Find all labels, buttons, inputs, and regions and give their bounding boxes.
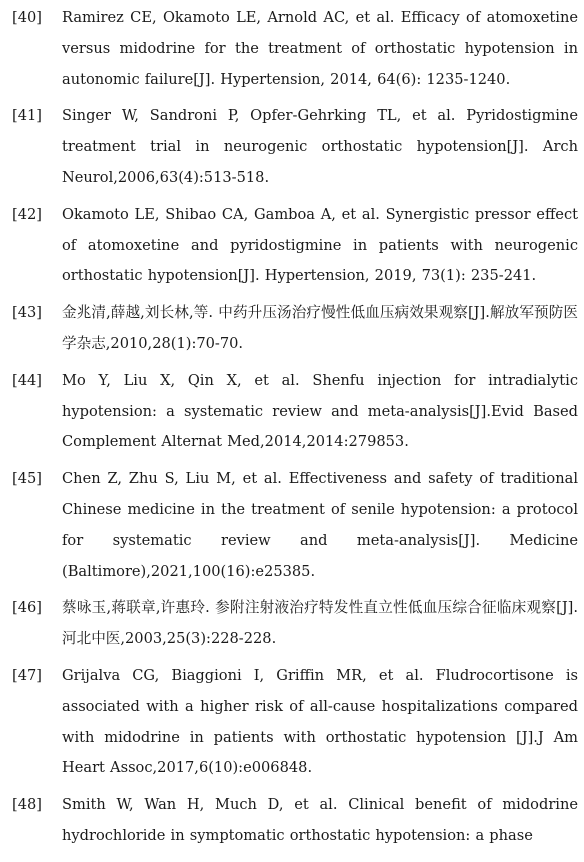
reference-47: [12, 661, 578, 784]
reference-text: Mo Y, Liu X, Qin X, et al. Shenfu injection for intradialytic hypotension: a systematic review and meta-analysis[J].Evid Based Complement Alternat Med,2014,2014:279853.: [62, 371, 578, 451]
reference-46: [12, 593, 578, 655]
reference-text: Smith W, Wan H, Much D, et al. Clinical benefit of midodrine hydrochloride in symptomatic orthostatic hypotension: a phase: [62, 796, 578, 844]
reference-45: [12, 464, 578, 587]
reference-text: Grijalva CG, Biaggioni I, Griffin MR, et al. Fludrocortisone is associated with a higher risk of all-cause hospitalizations compared with midodrine in patients with orthostatic hypotension [J].J Am Heart Assoc,2017,6(10):e006848.: [62, 666, 578, 777]
reference-number: [40]: [12, 9, 42, 26]
reference-41: [12, 101, 578, 193]
reference-text: Chen Z, Zhu S, Liu M, et al. Effectiveness and safety of traditional Chinese medicine in the treatment of senile hypotension: a protocol for systematic review and meta-analysis[J]. Medicine (Baltimore),2021,100(16):e25385.: [62, 470, 578, 580]
reference-text: Singer W, Sandroni P, Opfer-Gehrking TL, et al. Pyridostigmine treatment trial in neurogenic orthostatic hypotension[J]. Arch Neurol,2006,63(4):513-518.: [62, 107, 578, 186]
reference-text: Ramirez CE, Okamoto LE, Arnold AC, et al. Efficacy of atomoxetine versus midodrine for the treatment of orthostatic hypotension in autonomic failure[J]. Hypertension, 2014, 64(6): 1235-1240.: [62, 9, 578, 88]
reference-number: [41]: [12, 107, 42, 125]
reference-number: [47]: [12, 666, 42, 684]
reference-text: Okamoto LE, Shibao CA, Gamboa A, et al. Synergistic pressor effect of atomoxetine and pyridostigmine in patients with neurogenic orthostatic hypotension[J]. Hypertension, 2019, 73(1): 235-241.: [62, 205, 578, 285]
reference-number: [46]: [12, 599, 42, 617]
reference-48: [12, 790, 578, 852]
reference-44: [12, 366, 578, 458]
reference-43: [12, 298, 578, 360]
reference-number: [48]: [12, 796, 42, 814]
reference-40: [12, 3, 578, 95]
reference-number: [42]: [12, 205, 42, 223]
reference-number: [43]: [12, 304, 42, 322]
reference-number: [44]: [12, 371, 42, 389]
reference-42: [12, 200, 578, 292]
reference-number: [45]: [12, 470, 42, 488]
reference-list: [12, 3, 578, 858]
reference-text: 蔡咏玉,蒋联章,许惠玲. 参附注射液治疗特发性直立性低血压综合征临床观察[J].河北中医,2003,25(3):228-228.: [62, 599, 578, 648]
reference-text: 金兆清,薛越,刘长林,等. 中药升压汤治疗慢性低血压病效果观察[J].解放军预防医学杂志,2010,28(1):70-70.: [62, 304, 578, 352]
